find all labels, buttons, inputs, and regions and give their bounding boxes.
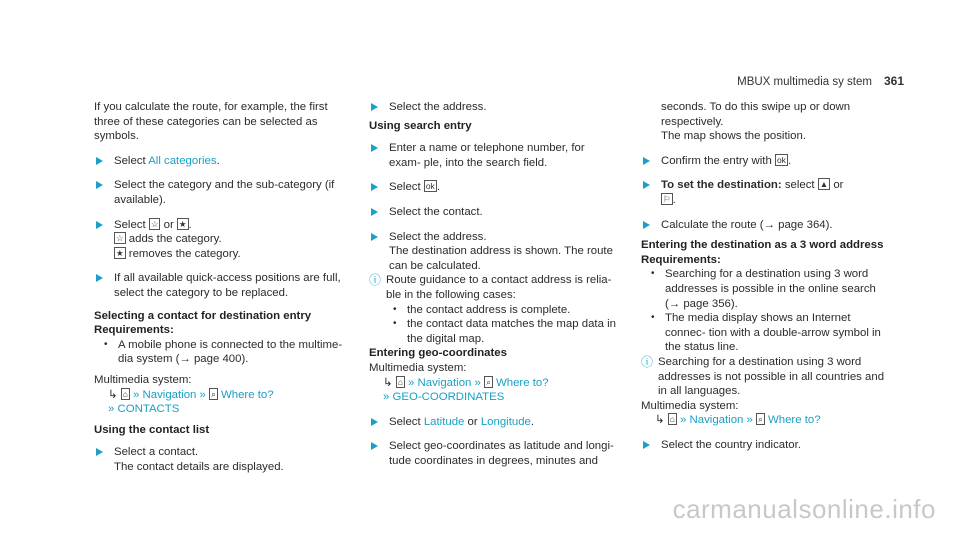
note-3-word-search: ⓘ Searching for a destination using 3 word addresses is not possible in all countries and in all languages. <box>641 354 885 398</box>
note-route-guidance: ⓘ Route guidance to a contact address is relia- ble in the following cases: <box>369 273 612 301</box>
step-set-destination: To set the destination: select ▲ or ⚐ . <box>641 178 891 207</box>
where-to-menu-item[interactable]: Where to? <box>221 388 274 401</box>
heading-geo-coordinates: Entering geo-coordinates <box>369 347 507 360</box>
step-arrow-icon <box>96 274 103 282</box>
step-calculate-route: Calculate the route (→ page 364). <box>641 218 891 233</box>
double-chevron-icon: » <box>108 403 115 416</box>
latitude-option[interactable]: Latitude <box>423 415 465 428</box>
heading-3-word-address: Entering the destination as a 3 word address <box>641 239 884 252</box>
step-confirm-entry: Confirm the entry with ok . <box>641 154 891 169</box>
star-outline-icon: ☆ <box>116 233 124 244</box>
bullet-icon: • <box>104 338 108 350</box>
heading-using-contact-list: Using the contact list <box>94 423 210 436</box>
ok-icon[interactable]: ok <box>425 181 435 192</box>
step-arrow-icon <box>643 221 650 229</box>
column-2 <box>369 100 619 468</box>
step-select-country: Select the country indicator. <box>641 438 891 453</box>
step-arrow-icon <box>371 442 378 450</box>
step-select-geo-coordinates: Select geo-coordinates as latitude and longi- tude coordinates in degrees, minutes and <box>369 439 619 468</box>
destination-flag-icon[interactable]: ⚐ <box>663 193 671 204</box>
requirement-item: • The media display shows an Internet connec- tion with a double-arrow symbol in the status line. <box>651 312 881 354</box>
where-to-menu-item[interactable]: Where to? <box>496 376 549 389</box>
navigation-menu-item[interactable]: Navigation <box>417 376 472 389</box>
star-filled-icon: ★ <box>116 247 124 258</box>
requirement-item: • Searching for a destination using 3 word addresses is possible in the online search (→ page 356). <box>651 268 876 310</box>
search-icon[interactable]: ⌕ <box>211 388 216 399</box>
double-chevron-icon: » <box>133 388 140 401</box>
double-chevron-icon: » <box>199 388 206 401</box>
column-3 <box>641 100 891 452</box>
heading-requirements: Requirements: <box>94 324 174 337</box>
navigation-menu-item[interactable]: Navigation <box>142 388 197 401</box>
multimedia-system-label: Multimedia system: <box>641 399 739 412</box>
column-1 <box>94 100 344 474</box>
step-arrow-icon <box>371 183 378 191</box>
step-select-contact: Select a contact. The contact details are displayed. <box>94 445 344 474</box>
step-select-ok: Select ok . <box>369 180 619 195</box>
step-arrow-icon <box>371 233 378 241</box>
step-select-category: Select the category and the sub-category (if available). <box>94 178 344 207</box>
step-select-the-address: Select the address. The destination address is shown. The route can be calculated. <box>369 230 619 274</box>
note-item: • the contact data matches the map data in the digital map. <box>393 318 616 345</box>
intro-text: If you calculate the route, for example, the first three of these categories can be selected as symbols. <box>94 101 328 143</box>
home-icon[interactable]: ⌂ <box>397 376 403 387</box>
bullet-icon: • <box>651 312 655 324</box>
home-icon[interactable]: ⌂ <box>669 414 675 425</box>
bullet-icon: • <box>393 303 397 315</box>
double-chevron-icon: » <box>746 414 753 427</box>
search-icon[interactable]: ⌕ <box>758 414 763 425</box>
bullet-icon: • <box>651 268 655 280</box>
bullet-icon: • <box>393 318 397 330</box>
step-select-address: Select the address. <box>369 100 619 115</box>
menu-path <box>641 413 891 428</box>
heading-using-search-entry: Using search entry <box>369 119 472 132</box>
step-arrow-icon <box>371 208 378 216</box>
step-arrow-icon <box>96 181 103 189</box>
step-select-star: Select ☆ or ★ . ☆ adds the category. ★ removes the category. <box>94 218 344 262</box>
step-select-all-categories: Select All categories. <box>94 154 344 169</box>
menu-path <box>369 376 619 405</box>
double-chevron-icon: » <box>383 391 390 404</box>
page-header <box>737 74 904 88</box>
step-replace-category: If all available quick-access positions are full, select the category to be replaced. <box>94 271 344 300</box>
contacts-menu-item[interactable]: CONTACTS <box>117 403 180 416</box>
step-select-the-contact: Select the contact. <box>369 205 619 220</box>
return-arrow-icon: ↳ <box>108 388 118 401</box>
watermark: carmanualsonline.info <box>672 494 936 524</box>
info-icon: ⓘ <box>641 354 654 369</box>
star-outline-icon: ☆ <box>150 218 159 229</box>
page-number: 361 <box>883 74 904 88</box>
step-arrow-icon <box>96 448 103 456</box>
step-arrow-icon <box>371 144 378 152</box>
heading-requirements: Requirements: <box>641 253 721 266</box>
double-chevron-icon: » <box>680 414 687 427</box>
heading-select-contact: Selecting a contact for destination entry <box>94 309 312 322</box>
multimedia-system-label: Multimedia system: <box>369 361 467 374</box>
multimedia-system-label: Multimedia system: <box>94 373 192 386</box>
step-select-latitude: Select Latitude or Longitude. <box>369 415 619 430</box>
section-title: MBUX multimedia sy stem <box>737 76 872 88</box>
step-continued: seconds. To do this swipe up or down respectively. The map shows the position. <box>661 101 851 143</box>
step-arrow-icon <box>643 441 650 449</box>
navigation-arrow-icon[interactable]: ▲ <box>819 179 829 190</box>
all-categories-link[interactable]: All categories <box>148 154 217 167</box>
return-arrow-icon: ↳ <box>383 376 393 389</box>
menu-path <box>94 388 344 417</box>
double-chevron-icon: » <box>474 376 481 389</box>
search-icon[interactable]: ⌕ <box>486 376 491 387</box>
step-arrow-icon <box>371 103 378 111</box>
note-item: • the contact address is complete. <box>393 303 571 316</box>
star-filled-icon: ★ <box>178 218 187 229</box>
step-enter-name: Enter a name or telephone number, for exam- ple, into the search field. <box>369 141 619 170</box>
requirement-item: • A mobile phone is connected to the multime- dia system (→ page 400). <box>104 338 343 366</box>
step-arrow-icon <box>643 181 650 189</box>
navigation-menu-item[interactable]: Navigation <box>689 414 744 427</box>
step-arrow-icon <box>371 418 378 426</box>
info-icon: ⓘ <box>369 273 382 288</box>
return-arrow-icon: ↳ <box>655 414 665 427</box>
step-arrow-icon <box>643 157 650 165</box>
home-icon[interactable]: ⌂ <box>122 388 128 399</box>
ok-icon[interactable]: ok <box>776 154 786 165</box>
step-arrow-icon <box>96 221 103 229</box>
longitude-option[interactable]: Longitude <box>480 415 531 428</box>
double-chevron-icon: » <box>408 376 415 389</box>
where-to-menu-item[interactable]: Where to? <box>768 414 821 427</box>
geo-coordinates-menu-item[interactable]: GEO-COORDINATES <box>392 391 505 404</box>
step-arrow-icon <box>96 157 103 165</box>
